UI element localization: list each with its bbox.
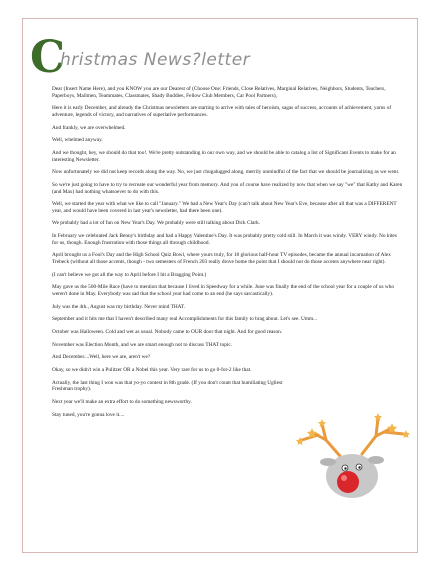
ear-right xyxy=(368,456,384,464)
paragraph: April brought us a Fool's Day and the High School Quiz Bowl, where yours truly, for 18 glorious half-hour TV episodes, became the annual incarnation of Alex Trebeck (without all those accents, though - two semesters of French 203 really drove home the point that I should not do those accents anywhere near right). xyxy=(52,252,391,266)
red-nose xyxy=(337,471,359,493)
paragraph-greeting: Dear (Insert Name Here), and you KNOW you are our Dearest of (Choose One: Friends, Close Relatives, Marginal Relatives, Neighbors, Students, Teachers, Paperboys, Mailmen, Teammates, Classmates, Shady Buddies, Fellow Club Members, Car Pool Partners), xyxy=(52,86,386,99)
paragraph: Actually, the last thing I won was that yo-yo contest in 8th grade. (If you don't count that humiliating Ugliest Freshman trophy). xyxy=(52,379,283,393)
paragraph: Now unfortunately we did not keep records along the way. No, we just chugalugged along, merrily unmindful of the fact that we should be journalizing as we went. xyxy=(52,169,400,176)
paragraph: Here it is early December, and already the Christmas newsletters are starting to arrive with tales of heroism, sagas of success, accounts of achievement, yarns of adventure, legends of victory, and narratives of superlative performances. xyxy=(52,105,392,118)
title-rest: hristmas News?letter xyxy=(60,50,251,70)
paragraph: In February we celebrated Jack Benny's birthday and had a Happy Valentine's Day. It was probably pretty cold still. In March it was windy. VERY windy. No kites for us, though. Enough frustration with those things all through childhood. xyxy=(52,233,397,246)
ear-left xyxy=(320,458,336,466)
paragraph: We probably had a lot of fun on New Year's Day. We probably were still talking about Dick Clark. xyxy=(52,220,261,227)
paragraph-signoff: Stay tuned, you're gonna love it.... xyxy=(52,411,125,418)
paragraph: Well, whelmed anyway. xyxy=(52,137,103,144)
paragraph: So we're just going to have to try to recreate our wonderful year from memory. And you of course have realized by now that when we say "we" that Kathy and Karen (and Max) had nothing whatsoever to do with this. xyxy=(52,181,403,195)
paragraph: May gave us the 500-Mile Race (have to mention that because I lived in Speedway for a while. June was finally the end of the school year for a couple of us who weren't done in May. Everybody was sad that the school year had come to an end (he says sarcastically). xyxy=(52,284,394,297)
antler-left xyxy=(302,424,340,456)
paragraph: July was the 4th., August was my birthday. Never mind THAT. xyxy=(52,303,186,310)
paragraph: Well, we started the year with what we like to call "January." We had a New Year's Day (can't talk about New Year's Eve, because after all that was a DIFFERENT year, and would have been covered in last year's newsletter, had there been one). xyxy=(52,201,397,214)
paragraph: Next year we'll make an extra effort to do something newsworthy. xyxy=(52,399,192,406)
paragraph: And December....Well, here we are, aren't we? xyxy=(52,354,151,361)
antler-stars xyxy=(296,413,410,445)
paragraph: (I can't believe we got all the way to April before I hit a Bragging Point.) xyxy=(52,271,207,278)
paragraph: And we thought, hey, we should do that too!. We're pretty outstanding in our own way, and we should be able to catalog a list of Significant Events to make for an interesting Newsletter. xyxy=(52,149,396,163)
title-initial: C xyxy=(30,32,66,83)
paragraph: November was Election Month, and we are smart enough not to discuss THAT topic. xyxy=(52,341,233,348)
paragraph: October was Halloween. Cold and wet as usual. Nobody came to OUR door that night. And for good reason. xyxy=(52,329,283,336)
letter-title xyxy=(30,32,370,83)
paragraph: September and it hits me that I haven't described many real Accomplishments for this family to brag about. Let's see. Umm... xyxy=(52,316,318,323)
letter-body xyxy=(52,86,404,424)
paragraph: And frankly, we are overwhelmed. xyxy=(52,124,126,131)
antler-right xyxy=(362,418,404,454)
reindeer-illustration xyxy=(282,410,432,505)
paragraph: Okay, so we didn't win a Pulitzer OR a Nobel this year. Very rare for us to go 0-for-2 like that. xyxy=(52,367,252,374)
